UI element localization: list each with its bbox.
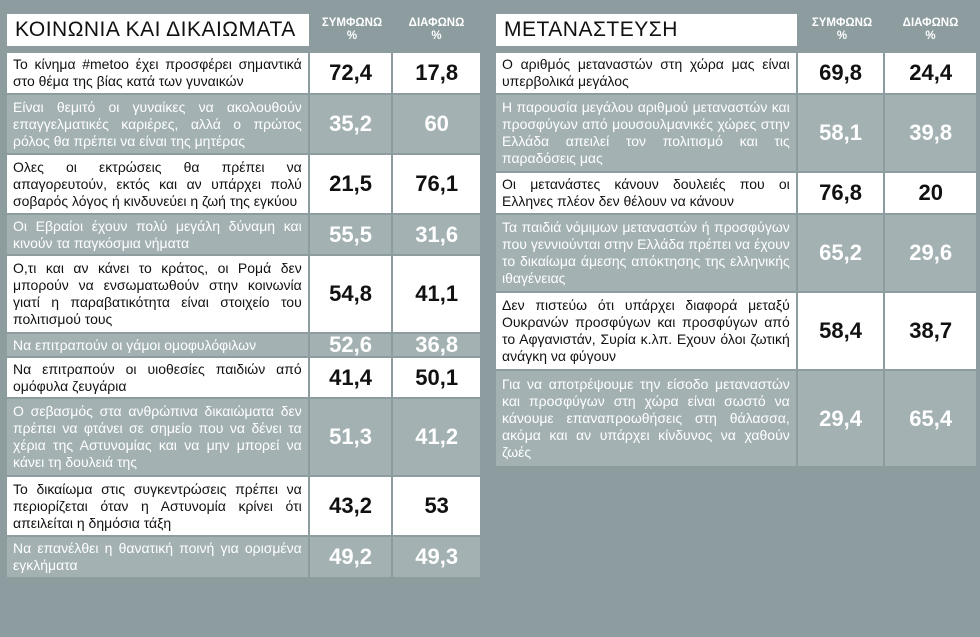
statement-text: Οι Εβραίοι έχουν πολύ μεγάλη δύναμη και κινούν τα παγκόσμια νήματα (13, 217, 302, 251)
disagree-value: 29,6 (885, 215, 976, 291)
disagree-value: 41,1 (393, 256, 480, 332)
disagree-value: 36,8 (393, 334, 480, 356)
statement-text: Ο,τι και αν κάνει το κράτος, οι Ρομά δεν μπορούν να ενσωματωθούν στην κοινωνία γιατί η παραβατικότητα είναι στοιχείο του πολιτισμού τους (13, 260, 302, 327)
table-title: ΚΟΙΝΩΝΙΑ ΚΑΙ ΔΙΚΑΙΩΜΑΤΑ (7, 14, 309, 46)
table-row (7, 215, 480, 254)
statement-cell (496, 95, 796, 171)
col-disagree-label: ΔΙΑΦΩΝΩ (408, 17, 465, 29)
disagree-value: 20 (885, 173, 976, 213)
statement-text: Το δικαίωμα στις συγκεντρώσεις πρέπει να περιορίζεται όταν η Αστυνομία κρίνει ότι απειλείται η δημόσια τάξη (13, 480, 302, 531)
col-disagree-header (885, 14, 976, 46)
statement-cell (496, 173, 796, 213)
table-row (496, 293, 976, 369)
statement-text: Ο αριθμός μεταναστών στη χώρα μας είναι υπερβολικά μεγάλος (502, 56, 790, 89)
table-row (7, 256, 480, 332)
statement-cell (7, 399, 308, 475)
table-row (7, 155, 480, 213)
agree-value: 43,2 (310, 477, 392, 535)
statement-cell (7, 95, 308, 153)
agree-value: 54,8 (310, 256, 392, 332)
table-row (496, 173, 976, 213)
disagree-value: 24,4 (885, 53, 976, 93)
table-row (7, 358, 480, 397)
agree-value: 51,3 (310, 399, 392, 475)
agree-value: 58,4 (798, 293, 884, 369)
statement-cell (7, 256, 308, 332)
disagree-value: 50,1 (393, 358, 480, 397)
disagree-value: 76,1 (393, 155, 480, 213)
table-header (7, 14, 480, 46)
disagree-value: 39,8 (885, 95, 976, 171)
statement-text: Να επιτραπούν οι γάμοι ομοφυλόφιλων (13, 336, 257, 353)
col-agree-unit: % (836, 30, 848, 42)
disagree-value: 31,6 (393, 215, 480, 254)
statement-cell (7, 537, 308, 577)
statement-text: Είναι θεμιτό οι γυναίκες να ακολουθούν επαγγελματικές καριέρες, αλλά ο πρώτος ρόλος θα πρέπει να είναι της μητέρας (13, 98, 302, 149)
table-row (496, 371, 976, 466)
table-row (7, 334, 480, 356)
disagree-value: 38,7 (885, 293, 976, 369)
social-rights-table (7, 14, 480, 579)
col-agree-header (799, 14, 885, 46)
statement-cell (496, 215, 796, 291)
col-disagree-unit: % (431, 30, 442, 42)
table-title: ΜΕΤΑΝΑΣΤΕΥΣΗ (496, 14, 797, 46)
agree-value: 35,2 (310, 95, 392, 153)
table-row (496, 53, 976, 93)
immigration-table (496, 14, 976, 468)
table-row (7, 537, 480, 577)
statement-text: Το κίνημα #metoo έχει προσφέρει σημαντικά στο θέμα της βίας κατά των γυναικών (13, 56, 302, 89)
disagree-value: 60 (393, 95, 480, 153)
agree-value: 69,8 (798, 53, 884, 93)
agree-value: 72,4 (310, 53, 392, 93)
statement-text: Οι μετανάστες κάνουν δουλειές που οι Ελληνες πλέον δεν θέλουν να κάνουν (502, 176, 790, 209)
statement-cell (7, 358, 308, 397)
statement-text: Ο σεβασμός στα ανθρώπινα δικαιώματα δεν πρέπει να φτάνει σε σημείο που να δένει τα χέρια της Αστυνομίας και να μην μπορεί να κάνει τη δουλειά της (13, 403, 302, 470)
statement-text: Η παρουσία μεγάλου αριθμού μεταναστών και προσφύγων από μουσουλμανικές χώρες στην Ελλάδα απειλεί τον πολιτισμό και τις παραδόσεις μας (502, 99, 790, 166)
disagree-value: 17,8 (393, 53, 480, 93)
table-header (496, 14, 976, 46)
col-agree-label: ΣΥΜΦΩΝΩ (811, 17, 873, 29)
statement-cell (496, 371, 796, 466)
statement-text: Δεν πιστεύω ότι υπάρχει διαφορά μεταξύ Ουκρανών προσφύγων και προσφύγων από το Αφγανιστάν, Συρία κ.λπ. Εχουν όλοι ζωτική ανάγκη να φύγουν (502, 297, 790, 364)
statement-text: Για να αποτρέψουμε την είσοδο μεταναστών και προσφύγων στη χώρα είναι σωστό να κάνουμε επαναπροωθήσεις στη θάλασσα, ακόμα και αν υπάρχει κίνδυνος να χαθούν ζωές (502, 376, 790, 460)
table-row (7, 95, 480, 153)
disagree-value: 41,2 (393, 399, 480, 475)
disagree-value: 49,3 (393, 537, 480, 577)
statement-cell (7, 334, 308, 356)
statement-text: Να επανέλθει η θανατική ποινή για ορισμένα εγκλήματα (13, 540, 302, 573)
agree-value: 49,2 (310, 537, 392, 577)
table-row (7, 477, 480, 535)
statement-text: Ολες οι εκτρώσεις θα πρέπει να απαγορευτούν, εκτός και αν υπάρχει πολύ σοβαρός λόγος ή κινδυνεύει η ζωή της εγκύου (13, 158, 302, 209)
statement-cell (7, 215, 308, 254)
statement-cell (7, 477, 308, 535)
disagree-value: 53 (393, 477, 480, 535)
statement-text: Τα παιδιά νόμιμων μεταναστών ή προσφύγων που γεννιούνται στην Ελλάδα πρέπει να έχουν το δικαίωμα άμεσης απόκτησης της ελληνικής ιθαγένειας (502, 219, 790, 286)
agree-value: 58,1 (798, 95, 884, 171)
col-disagree-label: ΔΙΑΦΩΝΩ (902, 17, 959, 29)
agree-value: 41,4 (310, 358, 392, 397)
table-row (7, 399, 480, 475)
col-disagree-header (393, 14, 480, 46)
col-disagree-unit: % (925, 30, 936, 42)
statement-cell (496, 293, 796, 369)
agree-value: 55,5 (310, 215, 392, 254)
col-agree-unit: % (346, 30, 358, 42)
statement-text: Να επιτραπούν οι υιοθεσίες παιδιών από ομόφυλα ζευγάρια (13, 360, 302, 394)
col-agree-header (311, 14, 393, 46)
statement-cell (7, 53, 308, 93)
disagree-value: 65,4 (885, 371, 976, 466)
col-agree-label: ΣΥΜΦΩΝΩ (321, 17, 383, 29)
agree-value: 65,2 (798, 215, 884, 291)
agree-value: 29,4 (798, 371, 884, 466)
statement-cell (7, 155, 308, 213)
agree-value: 76,8 (798, 173, 884, 213)
agree-value: 52,6 (310, 334, 392, 356)
table-row (496, 95, 976, 171)
agree-value: 21,5 (310, 155, 392, 213)
table-row (7, 53, 480, 93)
table-row (496, 215, 976, 291)
statement-cell (496, 53, 796, 93)
